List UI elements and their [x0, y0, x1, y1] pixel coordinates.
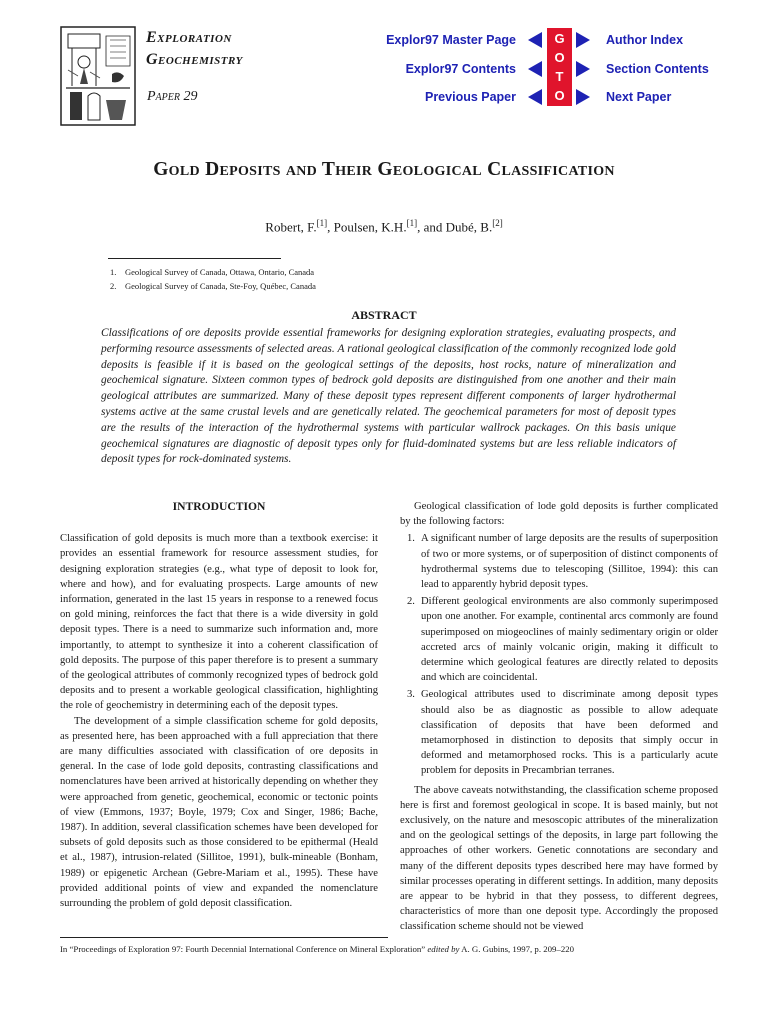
- alchemist-woodcut-icon: [60, 26, 136, 126]
- introduction-heading: INTRODUCTION: [172, 500, 266, 513]
- affiliation-item: [110, 281, 316, 291]
- right-paragraph-1: Geological classification of lode gold deposits is further complicated by the following factors:: [400, 501, 718, 528]
- abstract-text: Classifications of ore deposits provide essential frameworks for designing exploration strategies, evaluating prospects, and performing resource assessments of selected areas. A rational geological classification of the commonly recognized lode gold deposits is feasible if it is based on the geological settings of the deposits, host rocks, nature of mineralization and geochemical signature. Sixteen common types of bedrock gold deposits are distinguished from one another and their main geological attributes are summarized. Many of these deposit types represent different components of larger hydrothermal systems active at the same crustal levels and are genetically related. The geochemical parameters for most of deposit types are the results of the interaction of the hydrothermal systems with particular wallrock packages. On this basis unique geochemical signatures are diagnostic of deposit types only for fluid-dominated systems but are less reliable indicators of deposit types for rock-dominated systems.: [101, 327, 676, 466]
- list-item: [400, 687, 718, 778]
- factor-list: [400, 531, 718, 778]
- goto-letter: O: [554, 87, 565, 103]
- author-separator: , and: [417, 219, 446, 235]
- goto-letter: G: [554, 30, 565, 46]
- goto-letter: O: [554, 49, 565, 65]
- author-index-link[interactable]: Author Index: [606, 33, 684, 47]
- list-number: 2.: [407, 596, 415, 608]
- contents-link[interactable]: Explor97 Contents: [405, 62, 516, 76]
- citation-edited-by: edited by: [427, 944, 460, 954]
- author-name: Poulsen, K.H.: [333, 219, 407, 235]
- previous-paper-link[interactable]: Previous Paper: [424, 90, 516, 104]
- citation-suffix: A. G. Gubins, 1997, p. 209–220: [459, 944, 575, 954]
- master-page-link[interactable]: Explor97 Master Page: [386, 33, 516, 47]
- arrow-right-icon[interactable]: [576, 61, 590, 77]
- author-name: Dubé, B.: [445, 219, 493, 235]
- series-subtitle: Geochemistry: [146, 51, 243, 68]
- author-list: [0, 218, 768, 235]
- arrow-left-icon[interactable]: [528, 61, 542, 77]
- arrow-left-icon[interactable]: [528, 89, 542, 105]
- list-text: Different geological environments are also commonly superimposed upon one another. For example, continental arcs commonly are found superimposed on miogeoclines of mainly sedimentary origin or older accreted arcs of mainly volcanic origin, making it difficult to determine which geological features are directly related to deposits and which are coincidental.: [421, 596, 718, 684]
- list-number: 3.: [407, 689, 415, 701]
- author-ref[interactable]: [1]: [316, 218, 328, 228]
- right-paragraph-2: The above caveats notwithstanding, the classification scheme proposed here is first and foremost geological in scope. It is based mainly, but not exclusively, on the nature and mesoscopic attributes of the mineralization and on the geological settings of the deposits, in large part following the approaches of other workers. Genetic connotations are secondary and many of the different deposits types described here may have formed by similar processes operating in different settings. In addition, many deposits are appear to be hybrid in that they possess, to different degrees, characteristics of more than one deposit type. Accordingly the proposed classification scheme should not be viewed: [400, 784, 718, 933]
- author-ref[interactable]: [2]: [492, 218, 503, 228]
- list-text: Geological attributes used to discriminate among deposit types should also be as diagnostic as possible to allow adequate classification of deposits that have been deformed and metamorphosed in distinction to deposits that simply occur in deformed and metamorphosed rocks. This is a particularly acute problem for deposits in Precambrian terranes.: [421, 689, 718, 777]
- list-item: [400, 531, 718, 592]
- affiliation-number: 1.: [110, 267, 117, 277]
- author-separator: ,: [327, 219, 334, 235]
- left-column: [60, 499, 378, 911]
- citation-prefix: In “Proceedings of Exploration 97: Fourth Decennial International Conference on Mineral Exploration”: [60, 944, 428, 954]
- list-text: A significant number of large deposits are the results of superposition of two or more systems, or of superposition of distinct components of hydrothermal systems due to telescoping (Sillitoe, 1994): this can lead to apparently hybrid deposit types.: [421, 533, 718, 591]
- affiliation-text: Geological Survey of Canada, Ste-Foy, Québec, Canada: [125, 281, 316, 291]
- citation-footnote: [60, 944, 574, 954]
- intro-paragraph-2: The development of a simple classification scheme for gold deposits, as presented here, has been approached with a full appreciation that there are many difficulties associated with classification of ore deposits in general. In the case of lode gold deposits, contrasting classifications and nomenclatures have been arrived at historically depending on whether they were approached from genetic, geochemical, economic or tectonic points of view (Emmons, 1937; Boyle, 1979; Cox and Singer, 1986; Bache, 1987). In addition, several classification schemes have been developed for subsets of gold deposits such as those considered to be epithermal (Heald et al., 1987), intrusion-related (Sillitoe, 1991), bulk-mineable (Bonham, 1989) or epigenetic Archean (Gebre-Mariam et al., 1995). These have provided additional points of view and expanded the nomenclature surrounding the problem of gold deposit classification.: [60, 715, 378, 910]
- right-column: [400, 499, 718, 935]
- footer-divider: [60, 937, 388, 938]
- affiliation-number: 2.: [110, 281, 117, 291]
- arrow-right-icon[interactable]: [576, 32, 590, 48]
- list-item: [400, 594, 718, 685]
- arrow-left-icon[interactable]: [528, 32, 542, 48]
- author-name: Robert, F.: [265, 219, 317, 235]
- intro-paragraph-1: Classification of gold deposits is much more than a textbook exercise: it provides an essential framework for resource assessment studies, for designing exploration strategies (e.g., what type of deposit to look for, where and how), and for evaluating prospects. Large amounts of new information, generated in the last 15 years in response to a renewed focus on gold mining, reinforces the fact that there is a wide diversity in gold deposit types. There is a need to summarize such information and, more importantly, to attempt to synthesize it into a coherent classification of gold deposits. The purpose of this paper therefore is to present a summary of the geological attributes of commonly recognized types of bedrock gold deposits and to present a workable geological classification, highlighting the role of geochemistry in determining each of the deposit types.: [60, 533, 378, 712]
- list-number: 1.: [407, 533, 415, 545]
- goto-letter: T: [555, 68, 564, 84]
- goto-badge: [547, 28, 572, 106]
- paper-title: Gold Deposits and Their Geological Classification: [153, 159, 615, 180]
- affiliation-divider: [108, 258, 281, 259]
- abstract-heading: ABSTRACT: [351, 308, 417, 322]
- affiliation-text: Geological Survey of Canada, Ottawa, Ontario, Canada: [125, 267, 315, 277]
- author-ref[interactable]: [1]: [406, 218, 418, 228]
- series-title: Exploration: [146, 29, 232, 46]
- next-paper-link[interactable]: Next Paper: [606, 90, 672, 104]
- section-contents-link[interactable]: Section Contents: [606, 62, 709, 76]
- paper-number: Paper 29: [147, 89, 198, 104]
- arrow-right-icon[interactable]: [576, 89, 590, 105]
- affiliation-item: [110, 267, 314, 277]
